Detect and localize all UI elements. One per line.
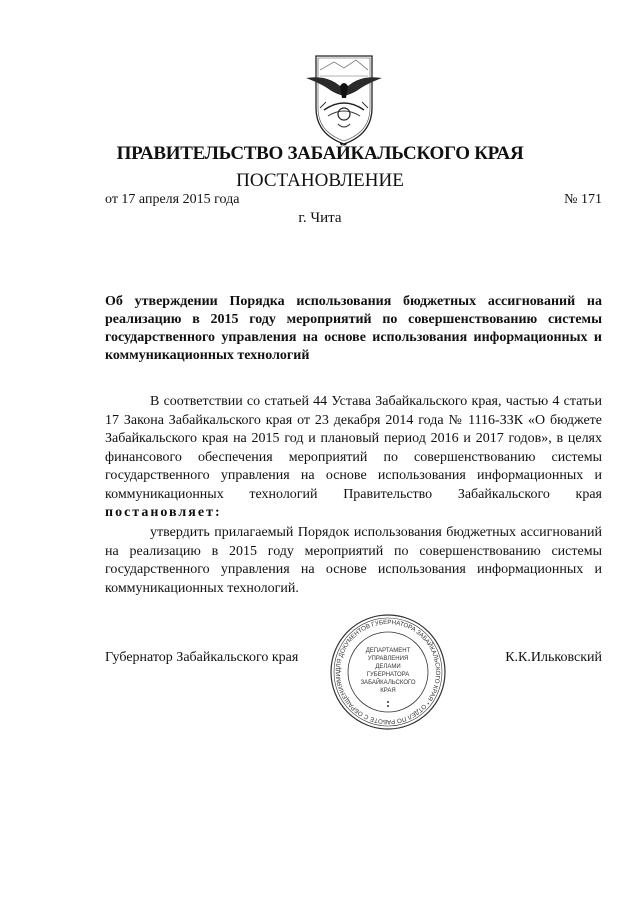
signatory-position: Губернатор Забайкальского края bbox=[105, 650, 299, 665]
document-type: ПОСТАНОВЛЕНИЕ bbox=[236, 170, 404, 191]
document-date: от 17 апреля 2015 года bbox=[105, 192, 240, 207]
signatory-name: К.К.Ильковский bbox=[505, 650, 602, 665]
resolves-keyword: постановляет bbox=[105, 505, 215, 520]
seal-ring-text: ДЛЯ ДОКУМЕНТОВ ГУБЕРНАТОРА ЗАБАЙКАЛЬСКОГО КРАЯ * ОТДЕЛ ПО РАБОТЕ С ОБРАЩЕНИЯМИ bbox=[334, 618, 442, 726]
seal-line: ДЕПАРТАМЕНТ bbox=[365, 648, 411, 654]
preamble-text: В соответствии со статьей 44 Устава Забайкальского края, частью 4 статьи 17 Закона Забайкальского края от 23 декабря 2014 года № 1116-ЗЗК «О бюджете Забайкальского края на 2015 год и плановый период 2016 и 2017 годов», в целях финансового обеспечения мероприятий по совершенствованию системы государственного управления на основе использования информационных и коммуникационных технологий Правительство Забайкальского края bbox=[105, 394, 602, 502]
official-seal bbox=[328, 612, 448, 732]
seal-line: УПРАВЛЕНИЯ bbox=[367, 656, 409, 662]
preamble-paragraph bbox=[105, 393, 602, 523]
resolution-paragraph: утвердить прилагаемый Порядок использования бюджетных ассигнований на реализацию в 2015 году мероприятий по совершенствованию системы государственного управления на основе использования информационных и коммуникационных технологий. bbox=[105, 525, 602, 596]
seal-line: ГУБЕРНАТОРА bbox=[366, 672, 410, 678]
seal-line: КРАЯ bbox=[380, 688, 396, 694]
document-city: г. Чита bbox=[298, 210, 342, 226]
seal-line: ЗАБАЙКАЛЬСКОГО bbox=[360, 680, 416, 686]
document-number: № 171 bbox=[564, 192, 602, 207]
government-title: ПРАВИТЕЛЬСТВО ЗАБАЙКАЛЬСКОГО КРАЯ bbox=[116, 143, 524, 164]
zabaykalsky-coat-of-arms-icon bbox=[300, 52, 388, 148]
resolves-colon: : bbox=[214, 505, 222, 520]
document-subject: Об утверждении Порядка использования бюджетных ассигнований на реализацию в 2015 году мероприятий по совершенствованию системы государственного управления на основе использования информационных и коммуникационных технологий bbox=[105, 294, 602, 363]
seal-line: ДЕЛАМИ bbox=[375, 664, 401, 670]
